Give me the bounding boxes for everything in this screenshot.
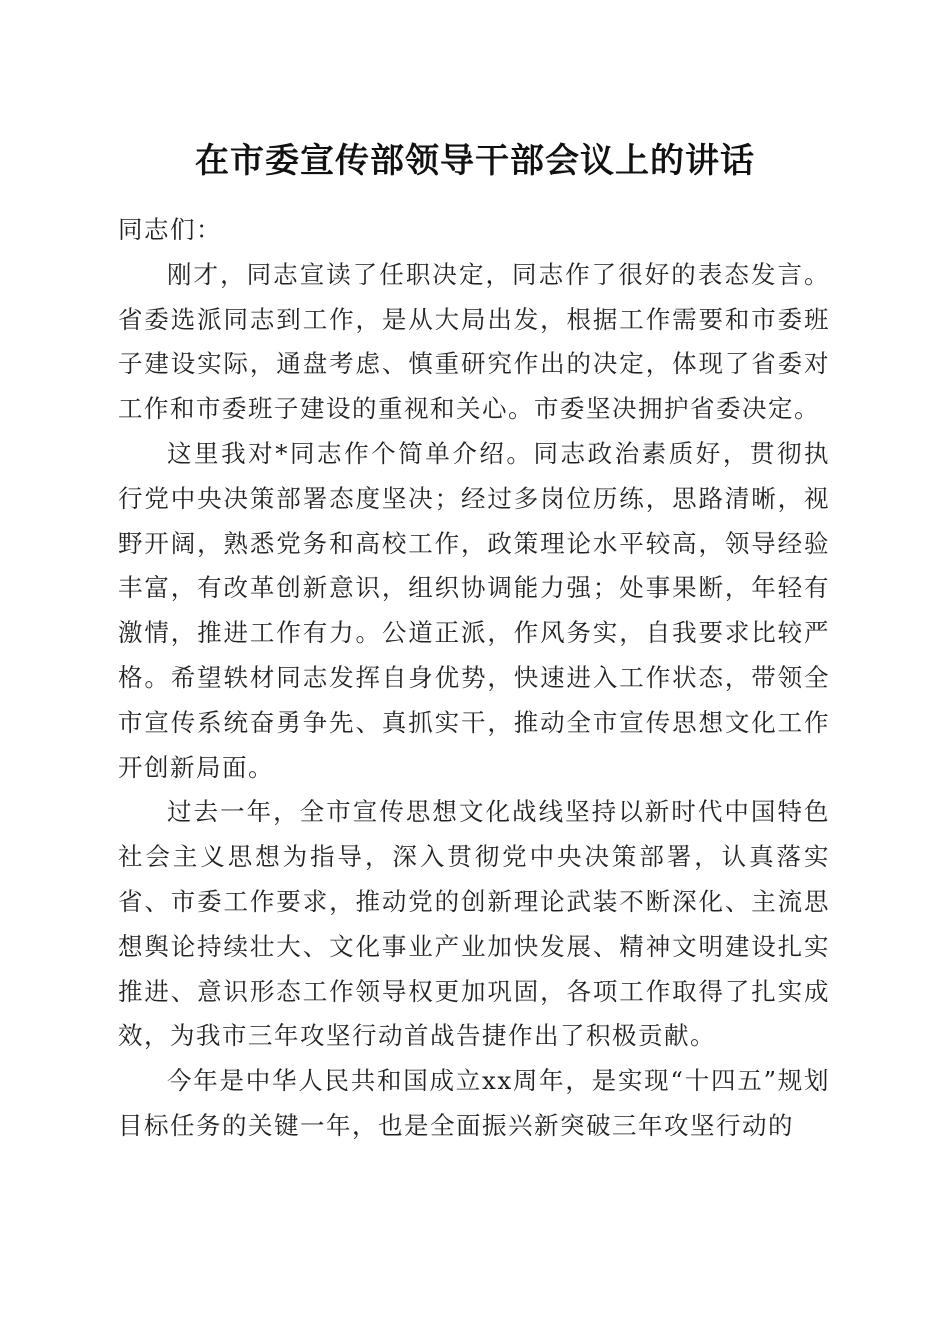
paragraph: 过去一年，全市宣传思想文化战线坚持以新时代中国特色社会主义思想为指导，深入贯彻党中央决策部署，认真落实省、市委工作要求，推动党的创新理论武装不断深化、主流思想舆论持续壮大、文化事业产业加快发展、精神文明建设扎实推进、意识形态工作领导权更加巩固，各项工作取得了扎实成效，为我市三年攻坚行动首战告捷作出了积极贡献。 [118, 797, 830, 1051]
paragraph: 这里我对*同志作个简单介绍。同志政治素质好，贯彻执行党中央决策部署态度坚决；经过多岗位历练，思路清晰，视野开阔，熟悉党务和高校工作，政策理论水平较高，领导经验丰富，有改革创新意识，组织协调能力强；处事果断，年轻有激情，推进工作有力。公道正派，作风务实，自我要求比较严格。希望轶材同志发挥自身优势，快速进入工作状态，带领全市宣传系统奋勇争先、真抓实干，推动全市宣传思想文化工作开创新局面。 [118, 438, 830, 782]
page-title: 在市委宣传部领导干部会议上的讲话 [195, 141, 755, 181]
greeting: 同志们： [118, 215, 222, 244]
paragraph: 刚才，同志宣读了任职决定，同志作了很好的表态发言。省委选派同志到工作，是从大局出发，根据工作需要和市委班子建设实际，通盘考虑、慎重研究作出的决定，体现了省委对工作和市委班子建设的重视和关心。市委坚决拥护省委决定。 [118, 259, 830, 424]
document-body [118, 208, 830, 1149]
paragraph: 今年是中华人民共和国成立xx周年，是实现“十四五”规划目标任务的关键一年，也是全面振兴新突破三年攻坚行动的 [118, 1066, 830, 1140]
